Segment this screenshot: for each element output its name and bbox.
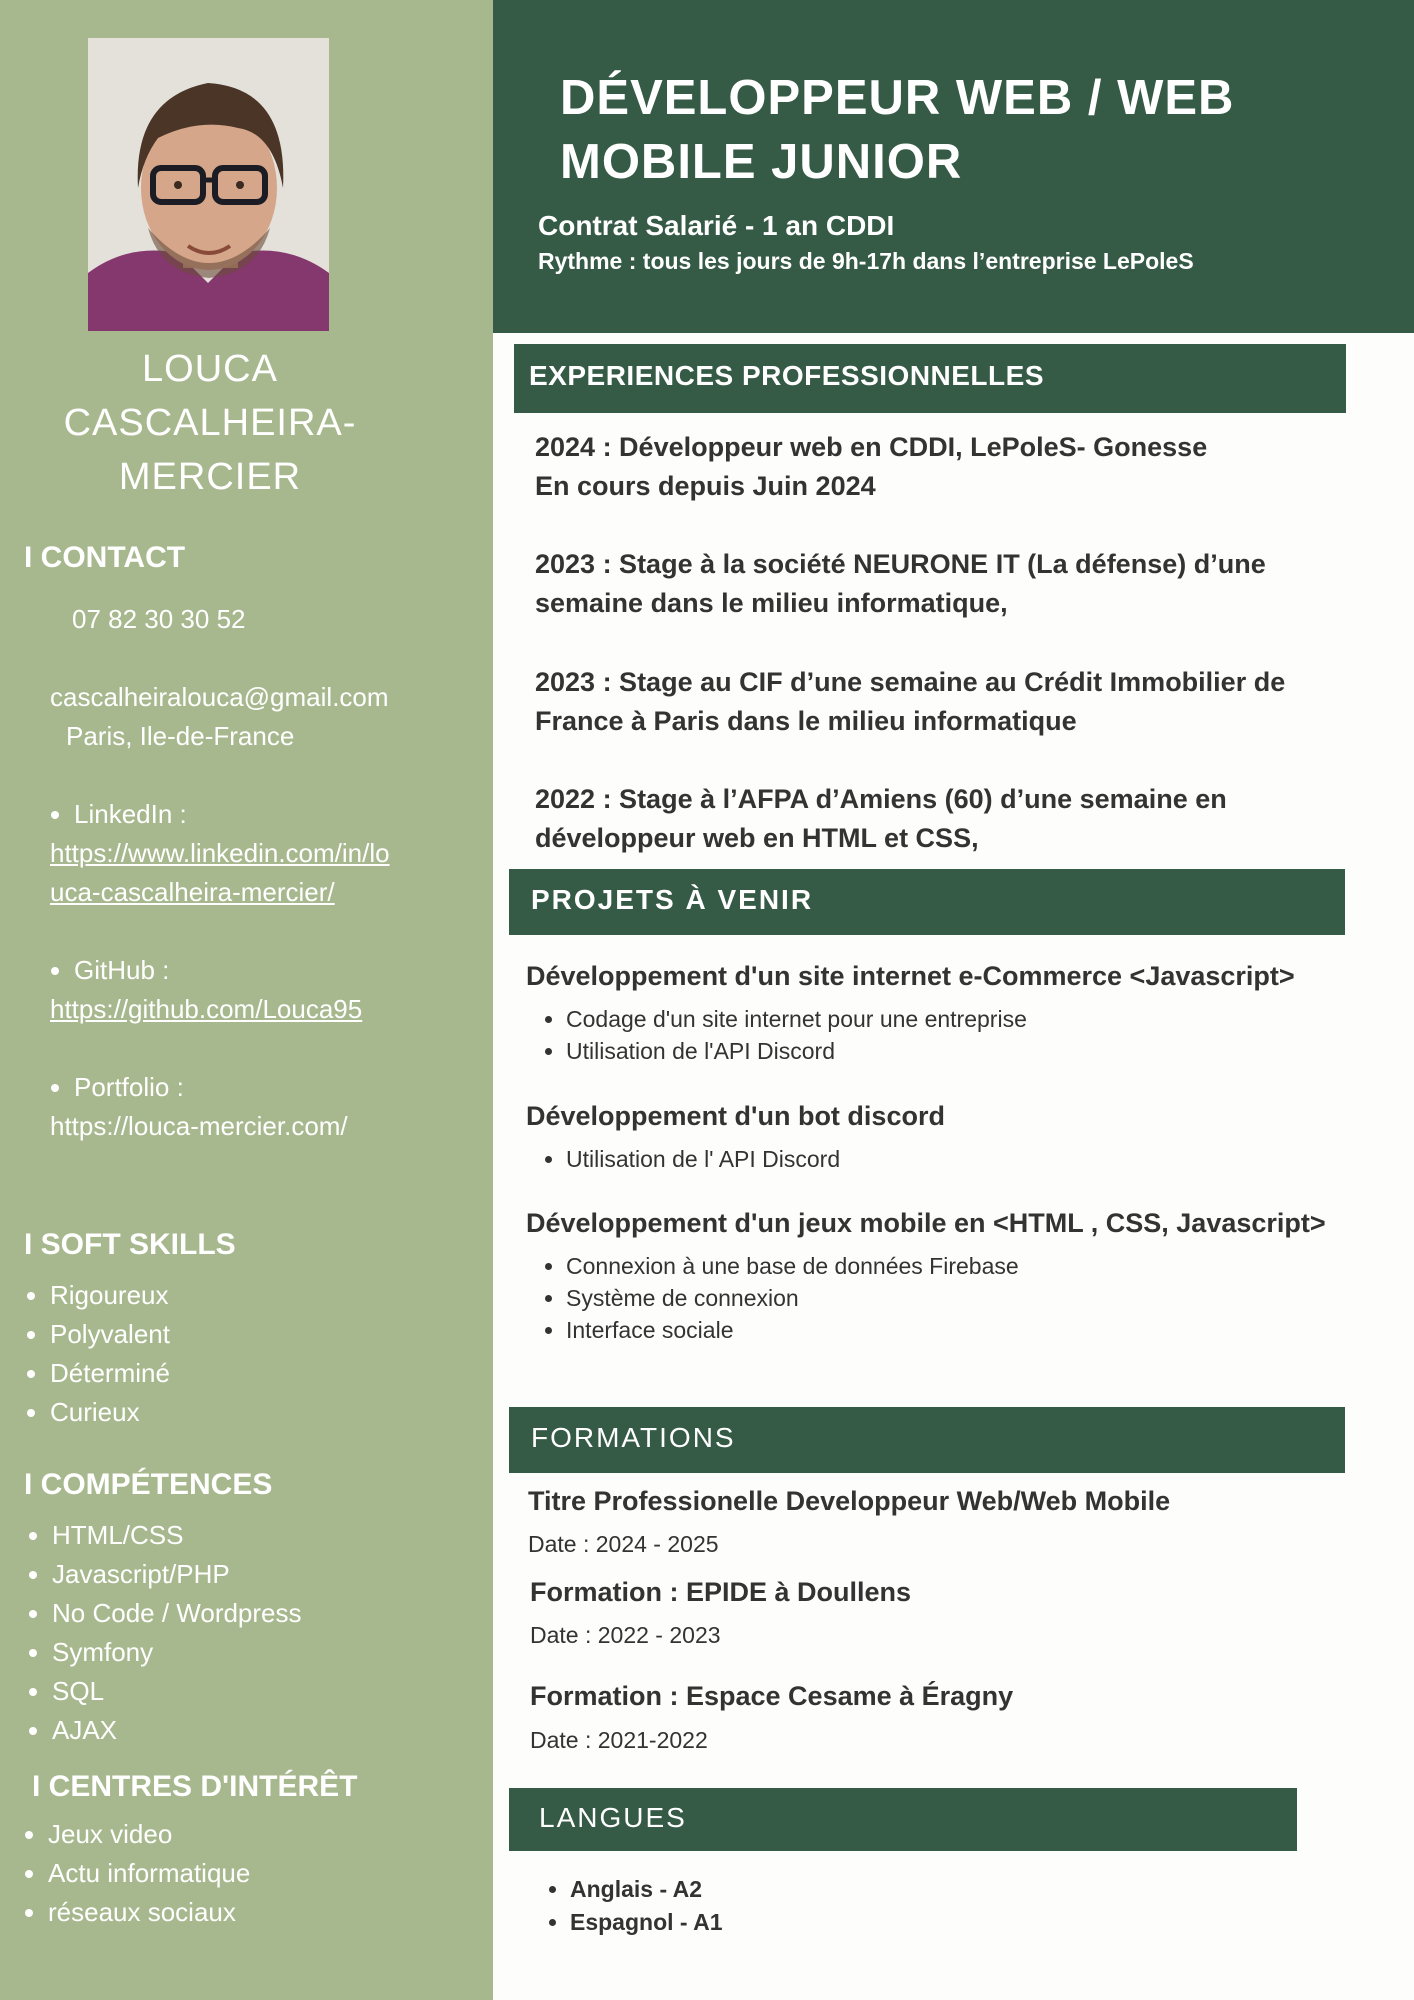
linkedin-entry bbox=[40, 795, 187, 834]
name-line-3: MERCIER bbox=[118, 456, 302, 498]
experience-line: développeur web en HTML et CSS, bbox=[535, 823, 979, 853]
competence-item: • AJAX bbox=[52, 1711, 302, 1750]
interest-item: • Jeux video bbox=[48, 1815, 250, 1854]
location: Paris, Ile-de-France bbox=[66, 721, 295, 751]
soft-skills-list bbox=[16, 1276, 170, 1432]
formation-date: Date : 2024 - 2025 bbox=[528, 1531, 719, 1557]
job-title-line-1: DÉVELOPPEUR WEB / WEB bbox=[560, 71, 1235, 125]
email-address[interactable]: cascalheiralouca@gmail.com bbox=[50, 682, 389, 712]
name-line-1: LOUCA bbox=[142, 348, 278, 390]
linkedin-link[interactable] bbox=[50, 834, 390, 912]
experience-line: 2024 : Développeur web en CDDI, LePoleS- Gonesse bbox=[535, 432, 1208, 462]
experience-line: En cours depuis Juin 2024 bbox=[535, 471, 876, 501]
interests-list bbox=[14, 1815, 250, 1932]
competence-item: • HTML/CSS bbox=[52, 1516, 302, 1555]
project-bullets bbox=[536, 1250, 1019, 1346]
work-rhythm: Rythme : tous les jours de 9h-17h dans l’entreprise LePoleS bbox=[538, 248, 1194, 274]
formation-title: Formation : Espace Cesame à Éragny bbox=[530, 1681, 1014, 1711]
experience-item bbox=[535, 663, 1285, 741]
soft-skill-item: • Curieux bbox=[50, 1393, 170, 1432]
phone-number: 07 82 30 30 52 bbox=[72, 604, 246, 634]
project-title: Développement d'un site internet e-Commerce <Javascript> bbox=[526, 961, 1295, 991]
github-entry bbox=[40, 951, 169, 990]
contract-type: Contrat Salarié - 1 an CDDI bbox=[538, 210, 895, 241]
portfolio-label: • Portfolio : bbox=[74, 1068, 184, 1107]
competence-item: • SQL bbox=[52, 1672, 302, 1711]
competences-heading: I COMPÉTENCES bbox=[24, 1468, 273, 1501]
linkedin-url-line-2[interactable]: uca-cascalheira-mercier/ bbox=[50, 877, 335, 907]
experience-line: France à Paris dans le milieu informatique bbox=[535, 706, 1077, 736]
project-bullet: • Utilisation de l' API Discord bbox=[566, 1143, 840, 1175]
experience-item bbox=[535, 428, 1207, 506]
competence-item: • No Code / Wordpress bbox=[52, 1594, 302, 1633]
portfolio-entry bbox=[40, 1068, 184, 1107]
portfolio-url[interactable]: https://louca-mercier.com/ bbox=[50, 1111, 348, 1141]
candidate-name bbox=[0, 342, 420, 504]
profile-photo bbox=[88, 38, 329, 331]
contact-heading: I CONTACT bbox=[24, 541, 186, 574]
langues-list bbox=[540, 1873, 723, 1939]
competence-item: • Javascript/PHP bbox=[52, 1555, 302, 1594]
soft-skill-item: • Polyvalent bbox=[50, 1315, 170, 1354]
soft-skills-heading: I SOFT SKILLS bbox=[24, 1228, 236, 1261]
interests-heading: I CENTRES D'INTÉRÊT bbox=[32, 1770, 358, 1803]
experience-line: 2023 : Stage au CIF d’une semaine au Crédit Immobilier de bbox=[535, 667, 1286, 697]
github-label: • GitHub : bbox=[74, 951, 169, 990]
linkedin-label: • LinkedIn : bbox=[74, 795, 187, 834]
interest-item: • Actu informatique bbox=[48, 1854, 250, 1893]
github-url[interactable]: https://github.com/Louca95 bbox=[50, 994, 363, 1024]
formation-date: Date : 2022 - 2023 bbox=[530, 1622, 721, 1648]
experience-line: 2023 : Stage à la société NEURONE IT (La défense) d’une bbox=[535, 549, 1266, 579]
project-bullet: • Utilisation de l'API Discord bbox=[566, 1035, 1027, 1067]
soft-skill-item: • Déterminé bbox=[50, 1354, 170, 1393]
project-title: Développement d'un bot discord bbox=[526, 1101, 945, 1131]
portrait-illustration bbox=[88, 38, 329, 331]
github-link[interactable] bbox=[50, 990, 362, 1029]
langues-heading: LANGUES bbox=[509, 1788, 1297, 1851]
language-item: • Anglais - A2 bbox=[570, 1873, 723, 1906]
language-item: • Espagnol - A1 bbox=[570, 1906, 723, 1939]
project-bullet: • Système de connexion bbox=[566, 1282, 1019, 1314]
competence-item: • Symfony bbox=[52, 1633, 302, 1672]
formation-date: Date : 2021-2022 bbox=[530, 1727, 708, 1753]
linkedin-url-line-1[interactable]: https://www.linkedin.com/in/lo bbox=[50, 838, 390, 868]
interest-item: • réseaux sociaux bbox=[48, 1893, 250, 1932]
formations-heading: FORMATIONS bbox=[509, 1407, 1345, 1473]
project-bullet: • Codage d'un site internet pour une entreprise bbox=[566, 1003, 1027, 1035]
experience-item bbox=[535, 545, 1266, 623]
projects-heading: PROJETS À VENIR bbox=[509, 869, 1345, 935]
project-bullet: • Interface sociale bbox=[566, 1314, 1019, 1346]
job-title bbox=[560, 66, 1234, 194]
formation-title: Titre Professionelle Developpeur Web/Web Mobile bbox=[528, 1486, 1171, 1516]
project-bullet: • Connexion à une base de données Firebase bbox=[566, 1250, 1019, 1282]
project-bullets bbox=[536, 1143, 840, 1175]
job-title-line-2: MOBILE JUNIOR bbox=[560, 135, 963, 189]
project-bullets bbox=[536, 1003, 1027, 1067]
name-line-2: CASCALHEIRA- bbox=[63, 402, 357, 444]
formation-title: Formation : EPIDE à Doullens bbox=[530, 1577, 912, 1607]
soft-skill-item: • Rigoureux bbox=[50, 1276, 170, 1315]
experience-line: semaine dans le milieu informatique, bbox=[535, 588, 1008, 618]
experience-item bbox=[535, 780, 1227, 858]
experiences-heading: EXPERIENCES PROFESSIONNELLES bbox=[514, 344, 1346, 413]
project-title: Développement d'un jeux mobile en <HTML , CSS, Javascript> bbox=[526, 1208, 1326, 1238]
experience-line: 2022 : Stage à l’AFPA d’Amiens (60) d’une semaine en bbox=[535, 784, 1227, 814]
competences-list bbox=[18, 1516, 302, 1750]
